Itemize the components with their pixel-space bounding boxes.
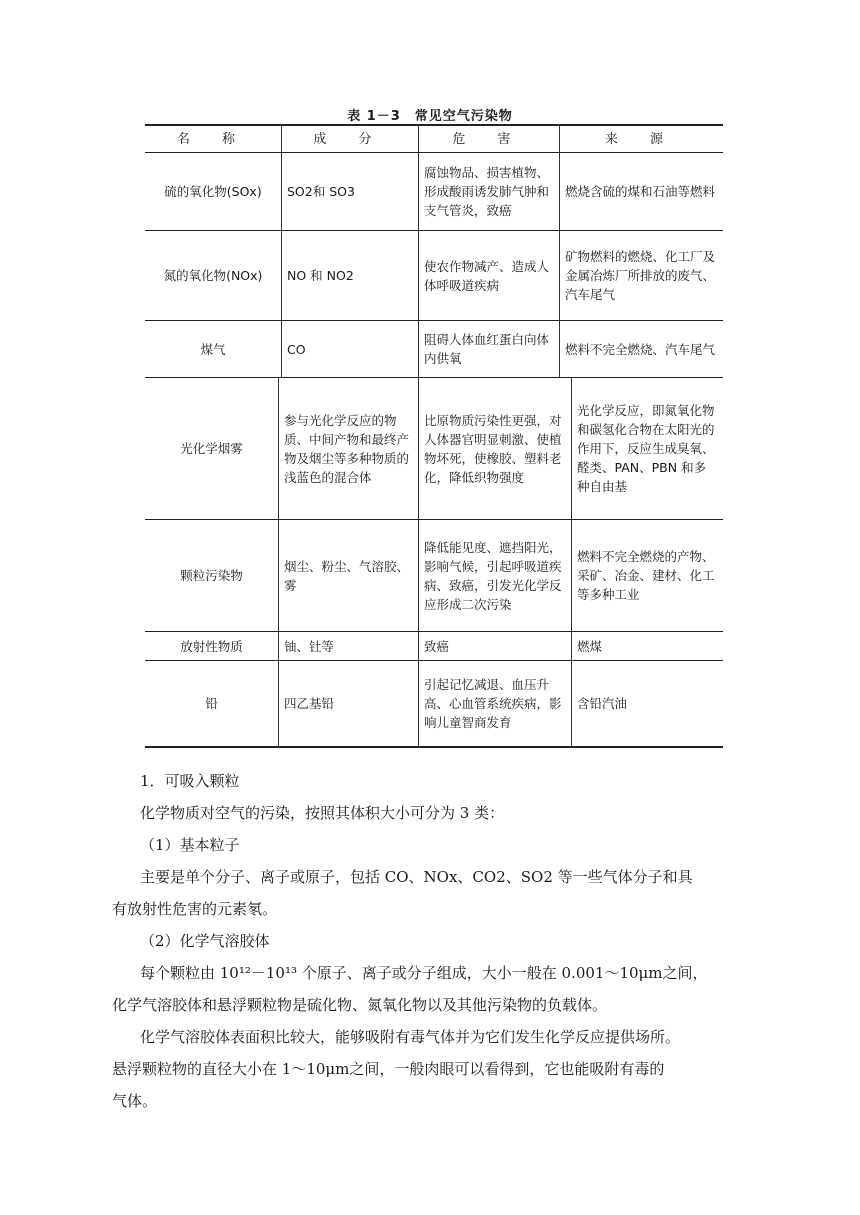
cell-name	[145, 231, 281, 320]
cell-text: 含铅汽油	[577, 696, 628, 711]
cell-text: 比原物质污染性更强，对人体器官明显刺激、使植物坏死，使橡胶、塑料老化，降低织物强度	[424, 412, 562, 485]
paragraph-line: 化学气溶胶体表面积比较大，能够吸附有毒气体并为它们发生化学反应提供场所。	[140, 1028, 681, 1046]
cell-source	[571, 661, 723, 746]
paragraph-line: 每个颗粒由 10¹²－10¹³ 个原子、离子或分子组成，大小一般在 0.001～10μm之间，	[140, 964, 708, 982]
cell-name	[145, 661, 278, 746]
paragraph-line: 化学物质对空气的污染，按照其体积大小可分为 3 类：	[140, 804, 505, 822]
cell-component	[281, 153, 418, 230]
cell-text: 铅	[205, 696, 218, 711]
table-bottom-rule	[145, 746, 723, 748]
header-source: 来 源	[604, 131, 678, 147]
cell-text: 光化学烟雾	[180, 441, 243, 456]
cell-source	[559, 153, 723, 230]
cell-harm	[418, 661, 571, 746]
cell-harm	[418, 520, 571, 631]
cell-text: 矿物燃料的燃烧、化工厂及金属冶炼厂所排放的废气、汽车尾气	[565, 249, 716, 302]
cell-harm	[418, 321, 559, 377]
cell-source	[571, 632, 723, 660]
cell-component	[281, 231, 418, 320]
cell-name	[145, 520, 278, 631]
cell-harm	[418, 153, 559, 230]
cell-text: 四乙基铅	[284, 696, 335, 711]
cell-name	[145, 378, 278, 519]
cell-text: 参与光化学反应的物质、中间产物和最终产物及烟尘等多种物质的浅蓝色的混合体	[284, 412, 410, 485]
subheading: （1）基本粒子	[140, 836, 240, 854]
paragraph-line: 悬浮颗粒物的直径大小在 1～10μm之间，一般肉眼可以看得到，它也能吸附有毒的	[112, 1060, 665, 1078]
header-harm: 危 害	[452, 131, 525, 147]
cell-text: 阻碍人体血红蛋白向体内供氧	[424, 332, 550, 366]
cell-harm	[418, 231, 559, 320]
table-caption: 表 1－3 常见空气污染物	[347, 109, 513, 124]
paragraph-line: 主要是单个分子、离子或原子，包括 CO、NOx、CO2、SO2 等一些气体分子和具	[140, 868, 693, 886]
cell-harm	[418, 378, 571, 519]
cell-text: 燃烧含硫的煤和石油等燃料	[565, 184, 716, 199]
header-name: 名 称	[176, 131, 250, 147]
cell-text: 燃料不完全燃烧的产物、采矿、冶金、建材、化工等多种工业	[577, 549, 715, 602]
cell-text: 光化学反应，即氮氧化物和碳氢化合物在太阳光的作用下，反应生成臭氧、醛类、PAN、PBN 和多种自由基	[577, 403, 715, 494]
subheading: （2）化学气溶胶体	[140, 932, 270, 950]
cell-text: 硫的氧化物(SOx)	[164, 184, 262, 199]
cell-text: SO2和 SO3	[287, 184, 355, 199]
cell-text: 燃料不完全燃烧、汽车尾气	[565, 341, 716, 357]
cell-component	[281, 321, 418, 377]
cell-component	[278, 378, 418, 519]
cell-text: 致癌	[424, 638, 450, 654]
header-component: 成 分	[313, 131, 386, 147]
cell-text: 氮的氧化物(NOx)	[163, 268, 263, 283]
cell-source	[559, 231, 723, 320]
cell-text: 放射性物质	[180, 638, 243, 654]
paragraph-line: 气体。	[112, 1092, 158, 1110]
paragraph-line: 化学气溶胶体和悬浮颗粒物是硫化物、氮氧化物以及其他污染物的负载体。	[112, 996, 608, 1014]
cell-text: 引起记忆减退、血压升高、心血管系统疾病，影响儿童智商发育	[424, 677, 562, 730]
cell-text: NO 和 NO2	[287, 268, 354, 283]
cell-text: 燃煤	[577, 638, 603, 654]
cell-text: 烟尘、粉尘、气溶胶、雾	[284, 558, 410, 593]
cell-component	[278, 661, 418, 746]
paragraph-line: 有放射性危害的元素氡。	[112, 900, 278, 918]
cell-source	[571, 520, 723, 631]
pollutant-table	[145, 124, 723, 748]
section-heading: 1．可吸入颗粒	[140, 772, 240, 790]
cell-text: CO	[287, 341, 306, 357]
cell-name	[145, 153, 281, 230]
cell-text: 煤气	[200, 341, 226, 357]
cell-source	[571, 378, 723, 519]
cell-harm	[418, 632, 571, 660]
cell-component	[278, 632, 418, 660]
cell-text: 使农作物减产、造成人体呼吸道疾病	[424, 258, 550, 293]
cell-text: 铀、钍等	[284, 638, 335, 654]
cell-text: 降低能见度、遮挡阳光，影响气候，引起呼吸道疾病、致癌，引发光化学反应形成二次污染	[424, 539, 562, 612]
cell-name	[145, 321, 281, 377]
cell-name	[145, 632, 278, 660]
cell-text: 颗粒污染物	[180, 568, 243, 583]
cell-component	[278, 520, 418, 631]
cell-text: 腐蚀物品、损害植物、形成酸雨诱发肺气肿和支气管炎，致癌	[424, 165, 550, 218]
cell-source	[559, 321, 723, 377]
